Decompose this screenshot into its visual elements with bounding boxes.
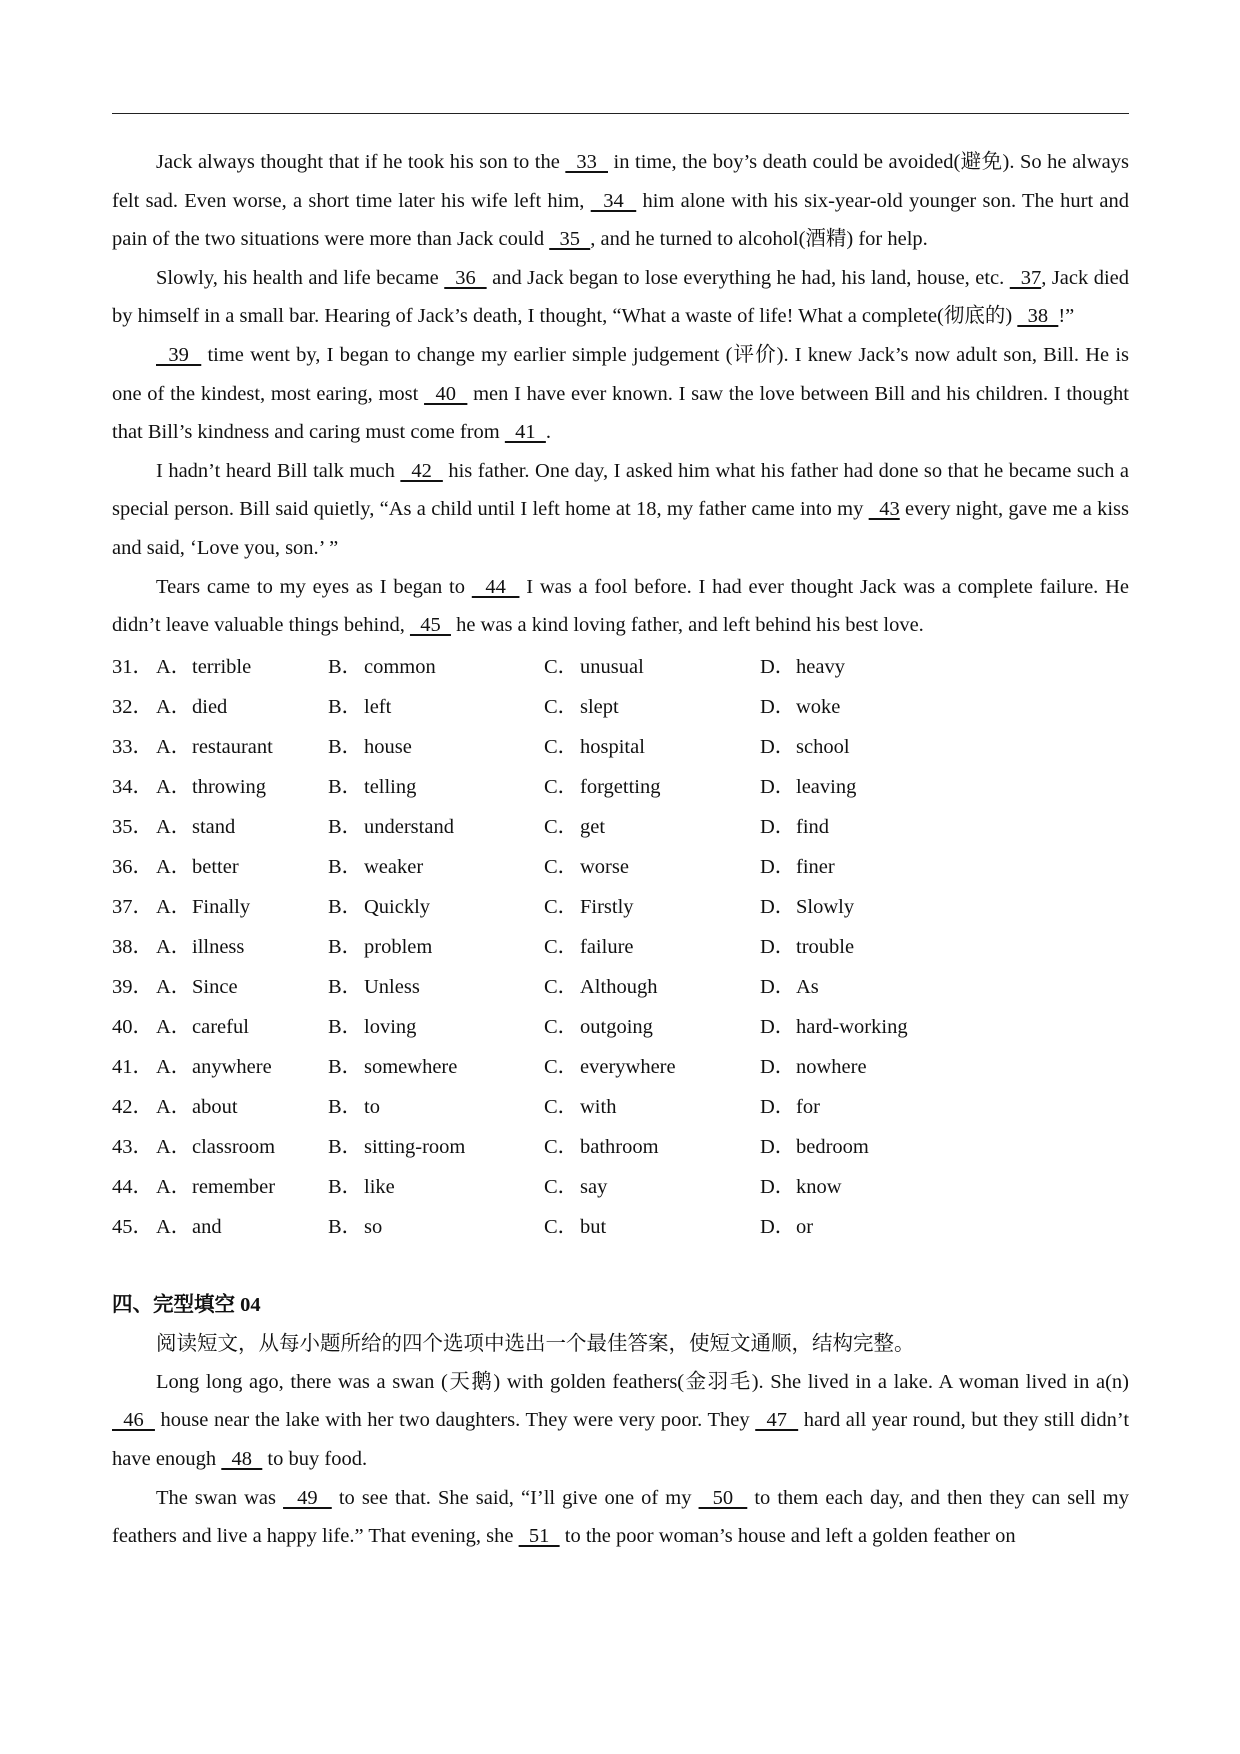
question-number: 42． (112, 1095, 153, 1118)
option-c (544, 687, 760, 727)
option-letter: B． (328, 1215, 363, 1238)
option-letter: A． (156, 855, 192, 878)
option-letter: B． (328, 1135, 363, 1158)
option-a (156, 1087, 328, 1127)
option-letter: D． (760, 1135, 796, 1158)
option-text: common (364, 655, 436, 678)
option-text: and (192, 1215, 222, 1238)
option-letter: D． (760, 855, 796, 878)
answer-blank: 35 (549, 228, 591, 251)
paragraph-text: house near the lake with her two daughters. They were very poor. They (154, 1409, 756, 1432)
option-letter: C． (544, 1175, 579, 1198)
answer-blank: 37 (1009, 266, 1042, 289)
option-d (760, 1007, 960, 1047)
option-text: As (796, 975, 819, 998)
option-text: slept (580, 695, 619, 718)
option-text: problem (364, 935, 433, 958)
paragraph-text: I hadn’t heard Bill talk much (156, 459, 401, 482)
option-b (328, 1207, 544, 1247)
option-text: better (192, 855, 239, 878)
question-number: 37． (112, 895, 153, 918)
option-text: unusual (580, 655, 644, 678)
answer-blank: 34 (590, 189, 637, 212)
option-text: sitting-room (364, 1135, 466, 1158)
option-text: Firstly (580, 895, 634, 918)
option-text: died (192, 695, 228, 718)
option-text: house (364, 735, 412, 758)
option-text: worse (580, 855, 629, 878)
section-title: 四、完型填空 04 (112, 1293, 261, 1316)
option-text: left (364, 695, 392, 718)
option-text: find (796, 815, 830, 838)
paragraph-text: to the poor woman’s house and left a golden feather on (559, 1525, 1016, 1548)
option-text: about (192, 1095, 238, 1118)
option-letter: C． (544, 935, 579, 958)
option-b (328, 847, 544, 887)
option-a (156, 767, 328, 807)
question-row (112, 1207, 1129, 1247)
answer-blank: 51 (518, 1525, 560, 1548)
option-letter: C． (544, 735, 579, 758)
question-number: 38． (112, 935, 153, 958)
option-text: bedroom (796, 1135, 869, 1158)
document-body (112, 143, 1129, 1556)
paragraph-text: time went by, I began to change my earlier simple judgement (评价). I knew Jack’s now adult son, Bill. He is one of the kindest, most earing, most (112, 343, 1130, 405)
option-d (760, 1207, 960, 1247)
option-d (760, 927, 960, 967)
answer-blank: 33 (565, 151, 608, 173)
question-row (112, 1167, 1129, 1207)
question-number: 33． (112, 735, 153, 758)
question-number: 43． (112, 1135, 153, 1158)
answer-blank: 36 (444, 266, 487, 289)
option-a (156, 1167, 328, 1207)
option-d (760, 687, 960, 727)
option-text: school (796, 735, 850, 758)
option-c (544, 767, 760, 807)
option-b (328, 687, 544, 727)
paragraph-text: Long long ago, there was a swan (天鹅) with golden feathers(金羽毛). She lived in a lake. A woman lived in a(n) (156, 1370, 1129, 1393)
paragraph-text: Slowly, his health and life became (156, 266, 445, 289)
option-letter: A． (156, 1175, 192, 1198)
option-a (156, 1007, 328, 1047)
option-text: Slowly (796, 895, 855, 918)
option-a (156, 927, 328, 967)
answer-blank: 48 (221, 1447, 263, 1470)
paragraph (112, 568, 1129, 645)
option-text: hospital (580, 735, 645, 758)
option-text: for (796, 1095, 820, 1118)
question-number: 41． (112, 1055, 153, 1078)
question-number: 36． (112, 855, 153, 878)
question-row (112, 927, 1129, 967)
option-b (328, 1007, 544, 1047)
option-letter: D． (760, 1055, 796, 1078)
option-text: leaving (796, 775, 857, 798)
option-letter: D． (760, 975, 796, 998)
option-letter: D． (760, 1175, 796, 1198)
answer-blank: 50 (698, 1486, 748, 1509)
option-letter: A． (156, 735, 192, 758)
question-row (112, 687, 1129, 727)
option-c (544, 927, 760, 967)
option-text: outgoing (580, 1015, 653, 1038)
paragraph (112, 143, 1129, 259)
passage-one (112, 143, 1129, 645)
option-text: Quickly (364, 895, 431, 918)
paragraph (112, 336, 1129, 452)
option-text: everywhere (580, 1055, 676, 1078)
option-text: so (364, 1215, 383, 1238)
option-b (328, 807, 544, 847)
option-a (156, 687, 328, 727)
option-d (760, 1127, 960, 1167)
option-text: trouble (796, 935, 855, 958)
option-text: say (580, 1175, 608, 1198)
option-a (156, 887, 328, 927)
option-letter: C． (544, 1135, 579, 1158)
option-letter: A． (156, 975, 192, 998)
option-letter: C． (544, 775, 579, 798)
option-text: illness (192, 935, 245, 958)
option-text: hard-working (796, 1015, 908, 1038)
option-letter: B． (328, 655, 363, 678)
option-letter: A． (156, 815, 192, 838)
answer-blank: 47 (755, 1409, 799, 1432)
answer-blank: 40 (424, 382, 468, 405)
option-c (544, 727, 760, 767)
option-text: classroom (192, 1135, 276, 1158)
option-letter: C． (544, 815, 579, 838)
question-row (112, 807, 1129, 847)
option-letter: D． (760, 695, 796, 718)
option-text: Unless (364, 975, 420, 998)
paragraph-text: to buy food. (262, 1447, 368, 1470)
paragraph (112, 259, 1129, 336)
answer-blank: 41 (504, 421, 546, 444)
option-letter: B． (328, 1055, 363, 1078)
option-text: woke (796, 695, 841, 718)
option-b (328, 767, 544, 807)
paragraph-text: , Jack died by himself in a small bar. Hearing of Jack’s death, I thought, “What a waste of life! What a complete(彻底的) (112, 266, 1130, 328)
paragraph (112, 1363, 1129, 1479)
option-d (760, 767, 960, 807)
option-letter: C． (544, 695, 579, 718)
option-letter: C． (544, 1055, 579, 1078)
passage-two (112, 1363, 1129, 1556)
option-text: but (580, 1215, 607, 1238)
paragraph-text: hard all year round, but they still didn’t have enough (112, 1409, 1130, 1470)
option-text: to (364, 1095, 380, 1118)
option-letter: A． (156, 775, 192, 798)
option-letter: A． (156, 1095, 192, 1118)
option-c (544, 847, 760, 887)
question-row (112, 1087, 1129, 1127)
option-text: with (580, 1095, 617, 1118)
question-number: 45． (112, 1215, 153, 1238)
option-text: stand (192, 815, 236, 838)
question-row (112, 887, 1129, 927)
option-c (544, 647, 760, 687)
paragraph-text: , and he turned to alcohol(酒精) for help. (590, 228, 928, 251)
paragraph-text: . (545, 421, 551, 444)
option-letter: B． (328, 975, 363, 998)
option-text: understand (364, 815, 454, 838)
option-c (544, 1047, 760, 1087)
option-text: anywhere (192, 1055, 272, 1078)
option-b (328, 727, 544, 767)
option-letter: C． (544, 975, 579, 998)
section-instruction: 阅读短文，从每小题所给的四个选项中选出一个最佳答案，使短文通顺，结构完整。 (156, 1332, 915, 1355)
option-text: heavy (796, 655, 845, 678)
option-b (328, 1047, 544, 1087)
option-text: or (796, 1215, 814, 1238)
question-number: 34． (112, 775, 153, 798)
paragraph-text: him alone with his six-year-old younger son. The hurt and pain of the two situations were more than Jack could (112, 189, 1129, 251)
option-d (760, 727, 960, 767)
option-letter: C． (544, 855, 579, 878)
option-d (760, 1047, 960, 1087)
option-text: telling (364, 775, 417, 798)
option-letter: D． (760, 895, 796, 918)
option-letter: B． (328, 1015, 363, 1038)
question-row (112, 967, 1129, 1007)
paragraph-text: in time, the boy’s death could be avoided(避免). So he always felt sad. Even worse, a short time later his wife left him, (112, 151, 1129, 212)
option-letter: A． (156, 1055, 192, 1078)
option-c (544, 807, 760, 847)
option-d (760, 967, 960, 1007)
question-number: 35． (112, 815, 153, 838)
option-b (328, 887, 544, 927)
option-d (760, 847, 960, 887)
option-text: weaker (364, 855, 424, 878)
option-letter: A． (156, 895, 192, 918)
answer-blank: 45 (409, 614, 451, 637)
option-letter: A． (156, 695, 192, 718)
option-text: remember (192, 1175, 276, 1198)
option-text: Since (192, 975, 238, 998)
option-text: Finally (192, 895, 251, 918)
option-a (156, 847, 328, 887)
question-number: 32． (112, 695, 153, 718)
paragraph-text: The swan was (156, 1486, 284, 1509)
option-letter: C． (544, 1095, 579, 1118)
option-letter: A． (156, 1015, 192, 1038)
question-number: 31． (112, 655, 153, 678)
option-letter: C． (544, 655, 579, 678)
option-c (544, 1087, 760, 1127)
paragraph-text: men I have ever known. I saw the love between Bill and his children. I thought that Bill’s kindness and caring must come from (112, 382, 1129, 444)
option-a (156, 1127, 328, 1167)
option-letter: A． (156, 655, 192, 678)
option-d (760, 887, 960, 927)
option-text: like (364, 1175, 395, 1198)
option-c (544, 967, 760, 1007)
answer-blank: 44 (471, 575, 520, 598)
paragraph-text: he was a kind loving father, and left behind his best love. (450, 614, 924, 637)
option-letter: A． (156, 935, 192, 958)
answer-blank: 38 (1017, 305, 1059, 328)
option-d (760, 1087, 960, 1127)
option-b (328, 927, 544, 967)
option-d (760, 807, 960, 847)
paragraph-text: I was a fool before. I had ever thought Jack was a complete failure. He didn’t leave valuable things behind, (112, 575, 1129, 637)
paragraph-text: Jack always thought that if he took his son to the (156, 151, 566, 173)
option-text: restaurant (192, 735, 273, 758)
option-a (156, 1207, 328, 1247)
option-letter: C． (544, 895, 579, 918)
paragraph-text: to them each day, and then they can sell my feathers and live a happy life.” That evening, she (112, 1486, 1129, 1548)
option-letter: B． (328, 855, 363, 878)
options-list (112, 647, 1129, 1247)
question-row (112, 1127, 1129, 1167)
option-a (156, 967, 328, 1007)
option-text: loving (364, 1015, 417, 1038)
option-a (156, 807, 328, 847)
option-d (760, 647, 960, 687)
question-row (112, 847, 1129, 887)
answer-blank: 46 (112, 1409, 155, 1432)
option-letter: D． (760, 1095, 796, 1118)
option-c (544, 1007, 760, 1047)
option-letter: D． (760, 1015, 796, 1038)
paragraph-text: Tears came to my eyes as I began to (156, 575, 472, 598)
option-letter: B． (328, 1175, 363, 1198)
option-b (328, 967, 544, 1007)
option-letter: C． (544, 1215, 579, 1238)
question-row (112, 767, 1129, 807)
answer-blank: 49 (283, 1486, 332, 1509)
option-text: finer (796, 855, 835, 878)
option-d (760, 1167, 960, 1207)
paragraph-text: every night, gave me a kiss and said, ‘Love you, son.’ ” (112, 498, 1129, 559)
option-letter: B． (328, 895, 363, 918)
option-b (328, 647, 544, 687)
paragraph-text: his father. One day, I asked him what his father had done so that he became such a special person. Bill said quietly, “As a child until I left home at 18, my father came into my (112, 459, 1129, 521)
option-letter: D． (760, 655, 796, 678)
answer-blank: 43 (868, 498, 900, 521)
option-text: forgetting (580, 775, 661, 798)
paragraph-text: !” (1058, 305, 1075, 328)
option-a (156, 1047, 328, 1087)
question-row (112, 1047, 1129, 1087)
option-letter: B． (328, 775, 363, 798)
option-letter: B． (328, 695, 363, 718)
option-letter: A． (156, 1215, 192, 1238)
option-letter: B． (328, 1095, 363, 1118)
option-c (544, 1207, 760, 1247)
option-a (156, 727, 328, 767)
question-number: 44． (112, 1175, 153, 1198)
option-c (544, 887, 760, 927)
option-text: know (796, 1175, 842, 1198)
option-text: get (580, 815, 606, 838)
option-letter: B． (328, 815, 363, 838)
option-text: nowhere (796, 1055, 867, 1078)
option-letter: D． (760, 815, 796, 838)
paragraph (112, 1479, 1129, 1556)
option-letter: D． (760, 775, 796, 798)
question-row (112, 1007, 1129, 1047)
option-text: terrible (192, 655, 252, 678)
option-text: careful (192, 1015, 249, 1038)
option-letter: C． (544, 1015, 579, 1038)
question-row (112, 647, 1129, 687)
answer-blank: 39 (156, 343, 202, 366)
option-text: somewhere (364, 1055, 458, 1078)
question-number: 40． (112, 1015, 153, 1038)
option-letter: B． (328, 735, 363, 758)
paragraph-text: to see that. She said, “I’ll give one of my (331, 1486, 699, 1509)
option-text: failure (580, 935, 634, 958)
option-text: Although (580, 975, 658, 998)
option-letter: D． (760, 735, 796, 758)
question-row (112, 727, 1129, 767)
option-c (544, 1167, 760, 1207)
question-number: 39． (112, 975, 153, 998)
option-c (544, 1127, 760, 1167)
option-a (156, 647, 328, 687)
header-rule (112, 113, 1129, 114)
option-letter: A． (156, 1135, 192, 1158)
option-b (328, 1167, 544, 1207)
paragraph (112, 452, 1129, 568)
option-letter: D． (760, 1215, 796, 1238)
option-letter: B． (328, 935, 363, 958)
option-letter: D． (760, 935, 796, 958)
option-b (328, 1127, 544, 1167)
option-text: throwing (192, 775, 267, 798)
paragraph-text: and Jack began to lose everything he had, his land, house, etc. (486, 266, 1010, 289)
option-b (328, 1087, 544, 1127)
answer-blank: 42 (400, 459, 443, 482)
option-text: bathroom (580, 1135, 659, 1158)
